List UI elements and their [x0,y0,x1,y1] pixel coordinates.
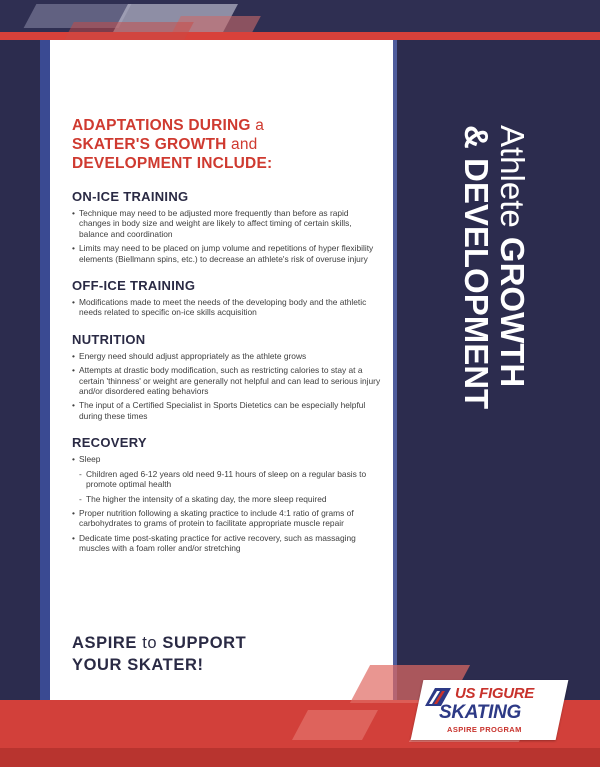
aspire-line2: YOUR SKATER! [72,656,204,674]
headline-line1-suffix: a [250,117,265,134]
headline-line2-suffix: and [226,136,258,153]
headline-line2: SKATER'S GROWTH [72,136,227,153]
section-title-off-ice: OFF-ICE TRAINING [72,278,196,294]
list-item: • Technique may need to be adjusted more frequently than before as rapid changes in body size and weight are likely to affect timing of certain skills, balance and coordination [72,208,382,239]
list-item: • Limits may need to be placed on jump volume and repetitions of hyper flexibility elements (Biellmann spins, etc.) to decrease an athlete's risk of overuse injury [72,243,382,264]
headline-line1: ADAPTATIONS DURING [72,117,251,134]
nutrition-list [72,351,382,421]
vertical-title [450,125,530,495]
page-headline [72,116,382,173]
vertical-title-athlete: Athlete [494,125,531,237]
logo-program-text: ASPIRE PROGRAM [447,725,522,734]
recovery-list [72,454,382,553]
vertical-title-line1 [494,125,530,495]
us-figure-skating-logo [411,680,569,740]
list-item: • Dedicate time post-skating practice for active recovery, such as massaging muscles with a foam roller and/or stretching [72,533,382,554]
left-accent-bar [40,40,50,700]
headline-line3: DEVELOPMENT INCLUDE: [72,155,273,172]
list-item: • Energy need should adjust appropriately as the athlete grows [72,351,382,361]
sub-list-item: - The higher the intensity of a skating day, the more sleep required [72,494,382,504]
section-title-recovery: RECOVERY [72,435,147,451]
list-item: • Modifications made to meet the needs of the developing body and the athletic needs related to specific on-ice skills acquisition [72,297,382,318]
list-item: • Proper nutrition following a skating practice to include 4:1 ratio of grams of carbohydrates to grams of protein to facilitate appropriate muscle repair [72,508,382,529]
aspire-tagline [72,632,372,676]
list-item: • The input of a Certified Specialist in Sports Dietetics can be especially helpful during these times [72,400,382,421]
section-title-nutrition: NUTRITION [72,331,146,347]
support-word: SUPPORT [162,634,247,652]
bottom-band-dark [0,748,600,767]
off-ice-list [72,297,382,318]
vertical-title-line2: & DEVELOPMENT [458,125,495,410]
list-item: • Sleep [72,454,382,464]
panel-divider [393,40,397,700]
aspire-connector: to [137,634,163,652]
vertical-title-growth: GROWTH [494,236,531,388]
sub-list-item: - Children aged 6-12 years old need 9-11 hours of sleep on a regular basis to promote optimal health [72,469,382,490]
aspire-word: ASPIRE [72,634,138,652]
logo-main-text: SKATING [439,702,521,723]
logo-top-text: US FIGURE [455,685,534,702]
on-ice-list [72,208,382,264]
list-item: • Attempts at drastic body modification, such as restricting calories to stay at a certain 'thinness' or weight are generally not helpful and can lead to serious injury and/or disordered eating behaviors [72,365,382,396]
main-content [72,116,382,558]
section-title-on-ice: ON-ICE TRAINING [72,189,189,204]
